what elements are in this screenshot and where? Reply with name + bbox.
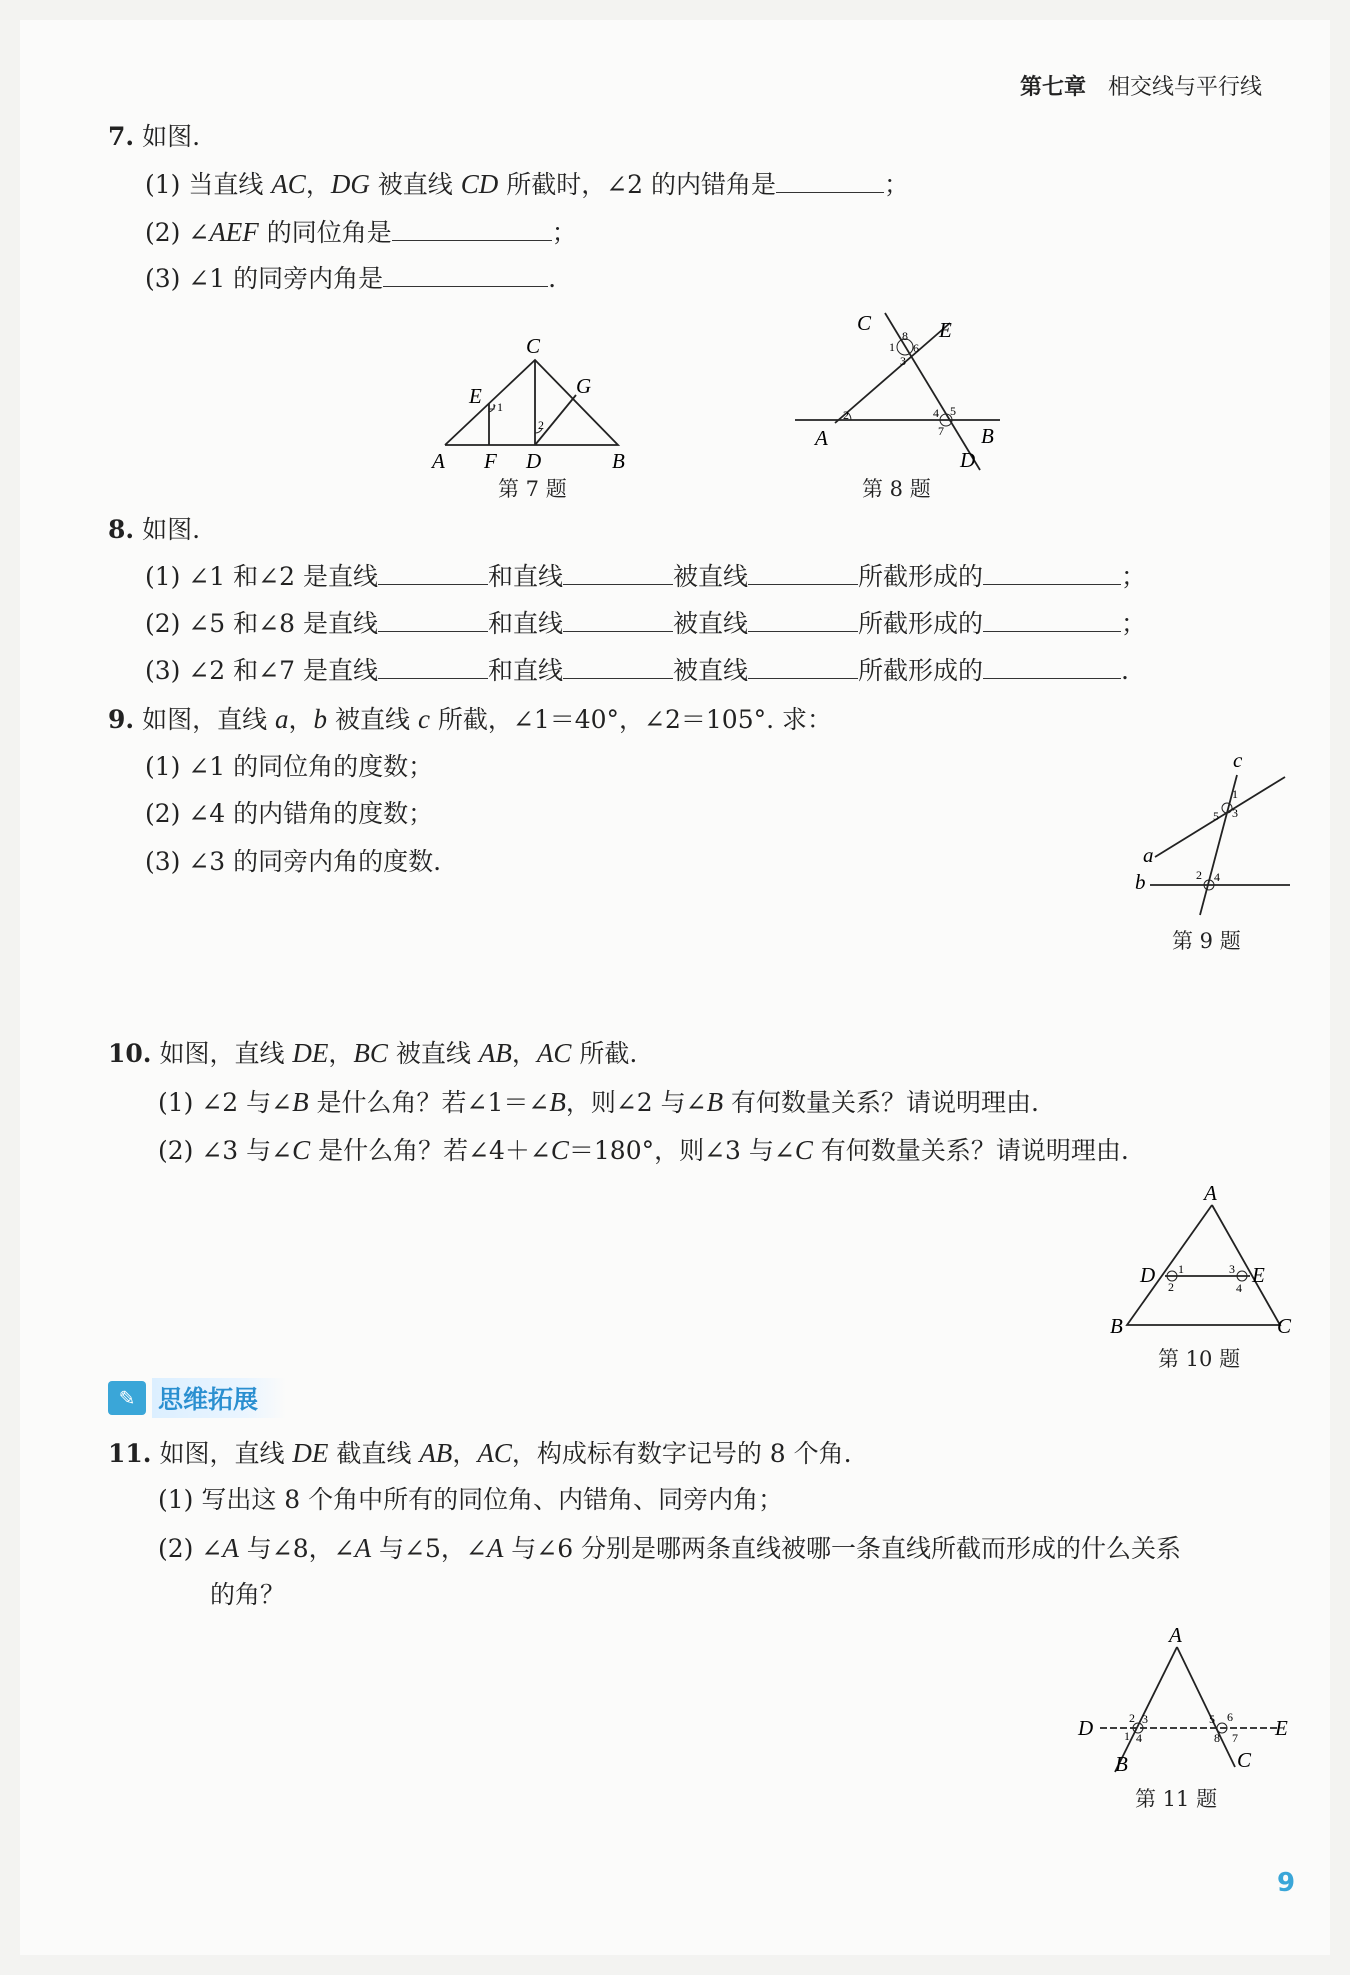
question-7-part-3: (3) ∠1 的同旁内角是 . xyxy=(145,264,557,293)
label-A: A xyxy=(1204,1181,1217,1205)
question-9-part-2: (2) ∠4 的内错角的度数； xyxy=(145,799,434,828)
label-B: B xyxy=(612,449,625,473)
label-A: A xyxy=(1169,1623,1182,1647)
chapter-number: 第七章 xyxy=(1020,74,1087,100)
angle-3: 3 xyxy=(1142,1712,1148,1726)
angle-4: 4 xyxy=(1136,1731,1142,1745)
label-C: C xyxy=(857,311,872,335)
angle-4: 4 xyxy=(1214,870,1220,884)
angle-8: 8 xyxy=(1214,1731,1220,1745)
question-11-part-2-cont: 的角？ xyxy=(210,1580,286,1609)
question-10-part-2: (2) ∠3 与∠C 是什么角？若∠4＋∠C＝180°，则∠3 与∠C 有何数量关系？请说明理由. xyxy=(158,1135,1129,1165)
label-D: D xyxy=(1078,1716,1094,1740)
figure-10 xyxy=(1100,1180,1300,1340)
angle-2: 2 xyxy=(1196,868,1202,882)
label-C: C xyxy=(1237,1748,1252,1772)
label-E: E xyxy=(1252,1263,1265,1287)
angle-8: 8 xyxy=(902,329,908,343)
question-number: 8. xyxy=(108,515,135,544)
question-number: 7. xyxy=(108,122,135,151)
answer-blank[interactable] xyxy=(563,560,673,585)
question-10-part-1: (1) ∠2 与∠B 是什么角？若∠1＝∠B，则∠2 与∠B 有何数量关系？请说明理由. xyxy=(158,1087,1040,1117)
label-B: B xyxy=(1115,1752,1128,1776)
answer-blank[interactable] xyxy=(748,560,858,585)
answer-blank[interactable] xyxy=(983,607,1121,632)
angle-1: 1 xyxy=(1232,787,1238,801)
label-b: b xyxy=(1135,870,1146,894)
label-C: C xyxy=(526,334,541,358)
question-number: 10. xyxy=(108,1039,152,1068)
question-10-stem: 10. 如图，直线 DE，BC 被直线 AB，AC 所截. xyxy=(108,1038,638,1068)
answer-blank[interactable] xyxy=(378,607,488,632)
question-8-part-2: (2) ∠5 和∠8 是直线 和直线 被直线 所截形成的 ； xyxy=(145,609,1147,638)
answer-blank[interactable] xyxy=(748,654,858,679)
answer-blank[interactable] xyxy=(983,560,1121,585)
label-B: B xyxy=(981,424,994,448)
figure-8-caption: 第 8 题 xyxy=(862,477,931,501)
angle-6: 6 xyxy=(1227,1710,1233,1724)
chapter-header xyxy=(1020,70,1262,101)
angle-4: 4 xyxy=(933,406,939,420)
question-9-part-3: (3) ∠3 的同旁内角的度数. xyxy=(145,847,442,876)
label-c: c xyxy=(1233,748,1243,772)
stem-text: 如图. xyxy=(142,515,201,544)
figure-8 xyxy=(785,305,1010,475)
figure-9-caption: 第 9 题 xyxy=(1172,929,1241,953)
label-A: A xyxy=(432,449,445,473)
answer-blank[interactable] xyxy=(378,560,488,585)
question-11-part-2: (2) ∠A 与∠8，∠A 与∠5，∠A 与∠6 分别是哪两条直线被哪一条直线所截而形成的什么关系 xyxy=(158,1533,1182,1563)
answer-blank[interactable] xyxy=(378,654,488,679)
angle-2: 2 xyxy=(1129,1711,1135,1725)
angle-7: 7 xyxy=(938,424,944,438)
question-9-part-1: (1) ∠1 的同位角的度数； xyxy=(145,752,434,781)
angle-1: 1 xyxy=(1124,1729,1130,1743)
section-title: 思维拓展 xyxy=(152,1378,286,1418)
angle-2: 2 xyxy=(538,418,544,432)
angle-4: 4 xyxy=(1236,1281,1242,1295)
question-number: 11. xyxy=(108,1439,152,1468)
angle-6: 6 xyxy=(913,341,919,355)
question-9-stem: 9. 如图，直线 a，b 被直线 c 所截，∠1＝40°，∠2＝105°. 求： xyxy=(108,704,832,734)
label-E: E xyxy=(939,318,952,342)
figure-7-caption: 第 7 题 xyxy=(498,477,567,501)
angle-2: 2 xyxy=(1168,1280,1174,1294)
label-D: D xyxy=(960,448,976,472)
label-D: D xyxy=(526,449,542,473)
question-7-part-1: (1) 当直线 AC，DG 被直线 CD 所截时，∠2 的内错角是 ； xyxy=(145,169,910,199)
label-E: E xyxy=(1275,1716,1288,1740)
label-F: F xyxy=(484,449,497,473)
question-7-part-2: (2) ∠AEF 的同位角是 ； xyxy=(145,217,577,247)
chapter-title: 相交线与平行线 xyxy=(1108,75,1263,100)
figure-11 xyxy=(1070,1622,1300,1782)
angle-1: 1 xyxy=(889,340,895,354)
angle-3: 3 xyxy=(900,354,906,368)
figure-11-caption: 第 11 题 xyxy=(1135,1787,1218,1811)
label-G: G xyxy=(576,374,592,398)
question-11-part-1: (1) 写出这 8 个角中所有的同位角、内错角、同旁内角； xyxy=(158,1485,784,1514)
question-7-stem xyxy=(108,120,200,154)
question-8-stem xyxy=(108,513,200,547)
figure-7 xyxy=(420,325,650,475)
pencil-icon: ✎ xyxy=(108,1381,146,1415)
question-11-stem: 11. 如图，直线 DE 截直线 AB，AC，构成标有数字记号的 8 个角. xyxy=(108,1438,852,1468)
angle-3: 3 xyxy=(1229,1262,1235,1276)
answer-blank[interactable] xyxy=(563,654,673,679)
question-8-part-1: (1) ∠1 和∠2 是直线 和直线 被直线 所截形成的 ； xyxy=(145,562,1147,591)
angle-3: 3 xyxy=(1232,806,1238,820)
figure-10-caption: 第 10 题 xyxy=(1158,1347,1241,1371)
label-C: C xyxy=(1277,1314,1292,1338)
angle-1: 1 xyxy=(497,400,503,414)
angle-5: 5 xyxy=(950,404,956,418)
answer-blank[interactable] xyxy=(776,168,884,193)
section-heading xyxy=(108,1378,286,1418)
angle-5: 5 xyxy=(1209,1712,1215,1726)
page-number: 9 xyxy=(1277,1868,1296,1898)
answer-blank[interactable] xyxy=(983,654,1121,679)
label-a: a xyxy=(1143,843,1154,867)
angle-2: 2 xyxy=(843,408,849,422)
figure-9 xyxy=(1125,745,1295,920)
stem-text: 如图. xyxy=(142,122,201,151)
answer-blank[interactable] xyxy=(392,216,552,241)
label-D: D xyxy=(1140,1263,1156,1287)
question-number: 9. xyxy=(108,705,135,734)
label-A: A xyxy=(815,426,828,450)
answer-blank[interactable] xyxy=(748,607,858,632)
label-E: E xyxy=(469,384,482,408)
label-B: B xyxy=(1110,1314,1123,1338)
angle-1: 1 xyxy=(1178,1262,1184,1276)
answer-blank[interactable] xyxy=(383,262,548,287)
answer-blank[interactable] xyxy=(563,607,673,632)
angle-7: 7 xyxy=(1232,1731,1238,1745)
angle-5: 5 xyxy=(1213,809,1219,823)
question-8-part-3: (3) ∠2 和∠7 是直线 和直线 被直线 所截形成的 . xyxy=(145,656,1129,685)
